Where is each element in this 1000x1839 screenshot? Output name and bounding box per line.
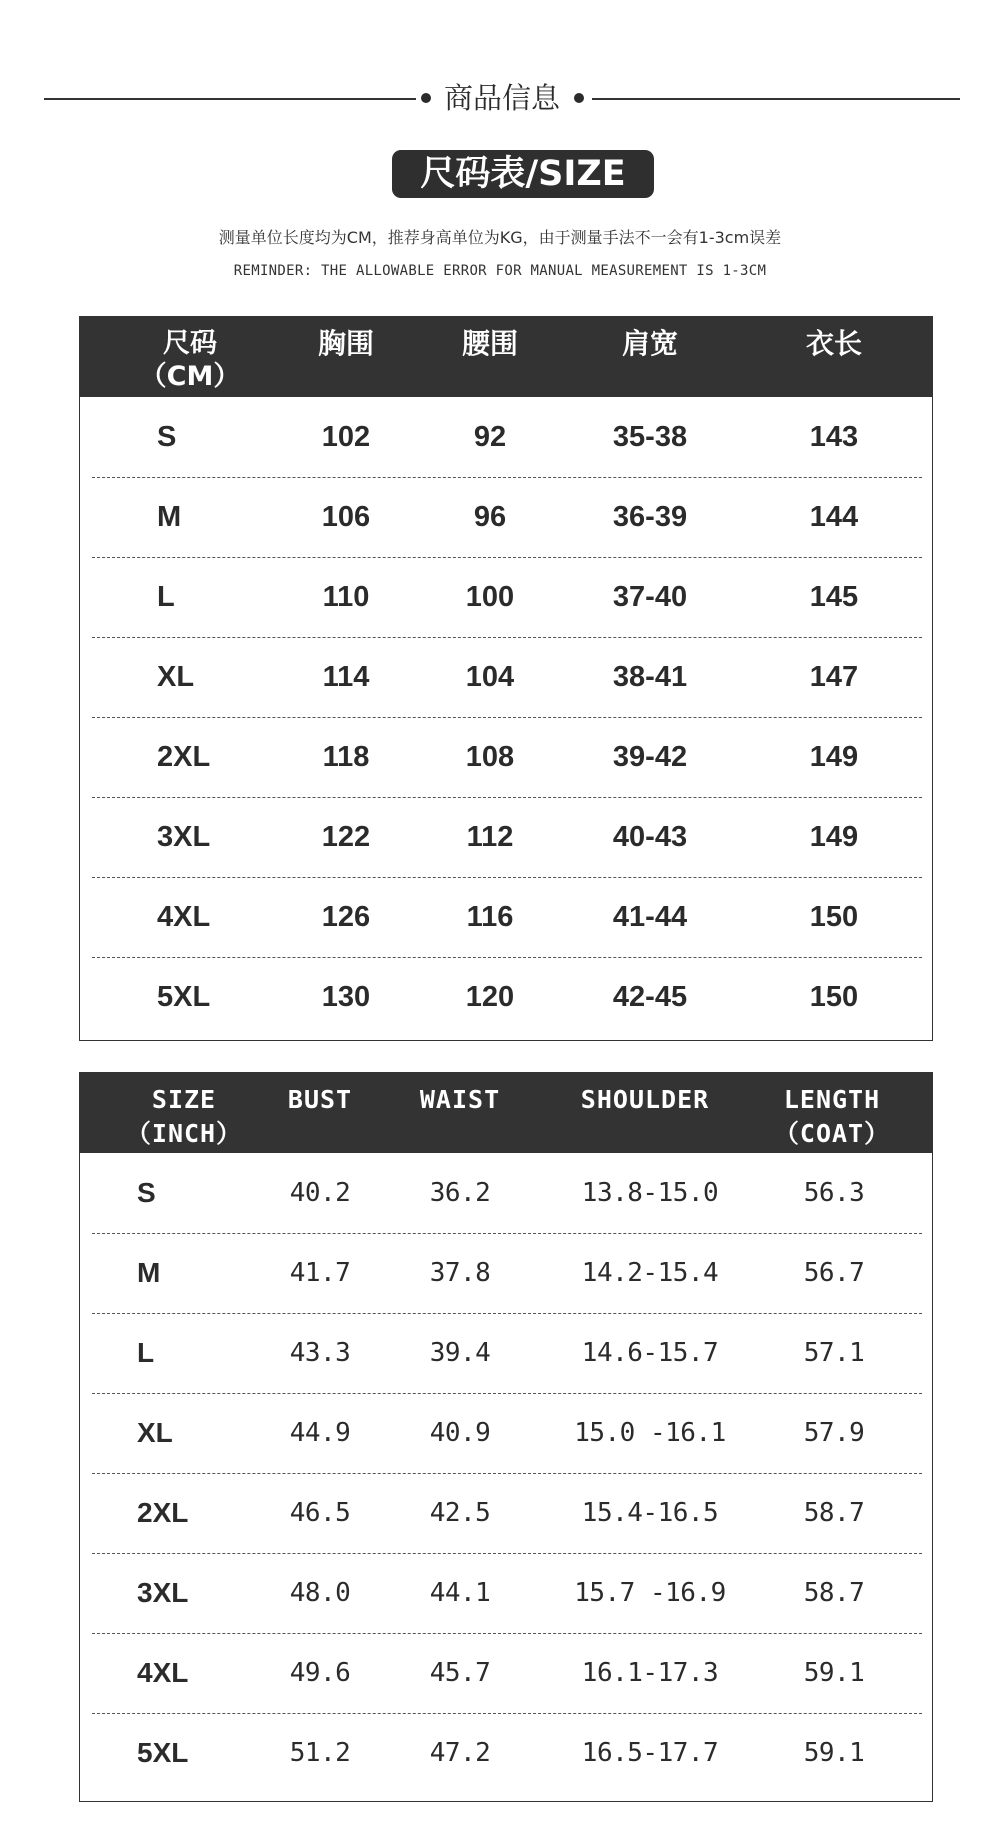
header-waist-inch: WAIST: [419, 1085, 501, 1114]
table-row: [80, 717, 932, 797]
table-row: [80, 397, 932, 477]
cell-waist: 47.2: [429, 1738, 491, 1768]
table-row: [80, 1553, 932, 1633]
header-size-cm-line1: 尺码: [163, 328, 217, 359]
cell-shoulder: 14.6-15.7: [581, 1338, 719, 1368]
cell-size: 2XL: [157, 741, 211, 773]
cell-waist: 112: [466, 821, 514, 853]
cell-length: 56.3: [803, 1178, 865, 1208]
header-rule-right: [592, 98, 960, 100]
cell-size: S: [137, 1177, 156, 1208]
header-bust-cm: 胸围: [317, 327, 375, 360]
cell-bust: 102: [321, 421, 371, 453]
section-heading: 商品信息: [443, 81, 560, 115]
cell-waist: 108: [465, 741, 515, 773]
cell-shoulder: 15.7 -16.9: [574, 1578, 726, 1608]
cell-shoulder: 14.2-15.4: [581, 1258, 719, 1288]
table-header-cm: [80, 317, 932, 397]
cell-bust: 46.5: [289, 1498, 351, 1528]
cell-size: XL: [137, 1417, 173, 1448]
cell-size: S: [157, 421, 177, 453]
table-row: [80, 957, 932, 1037]
cell-waist: 100: [465, 581, 515, 613]
cell-size: 5XL: [157, 981, 211, 1013]
cell-waist: 92: [473, 421, 507, 453]
size-chart-badge: 尺码表/SIZE: [392, 150, 654, 198]
cell-shoulder: 38-41: [612, 661, 688, 693]
cell-size: 4XL: [157, 901, 211, 933]
header-waist-cm: 腰围: [461, 327, 519, 360]
cell-length: 58.7: [803, 1578, 865, 1608]
table-row: [80, 1713, 932, 1793]
table-row: [80, 1233, 932, 1313]
cell-waist: 104: [465, 661, 515, 693]
table-row: [80, 1633, 932, 1713]
cell-bust: 122: [321, 821, 371, 853]
cell-size: 5XL: [137, 1737, 189, 1768]
cell-bust: 130: [321, 981, 371, 1013]
cell-shoulder: 37-40: [612, 581, 688, 613]
cell-bust: 44.9: [289, 1418, 351, 1448]
table-header-inch: [80, 1073, 932, 1153]
cell-bust: 126: [321, 901, 371, 933]
cell-bust: 118: [322, 741, 370, 773]
cell-size: 3XL: [137, 1577, 189, 1608]
cell-size: M: [137, 1257, 161, 1288]
cell-shoulder: 16.5-17.7: [581, 1738, 719, 1768]
cell-length: 59.1: [803, 1658, 865, 1688]
cell-waist: 45.7: [429, 1658, 491, 1688]
table-row: [80, 477, 932, 557]
cell-shoulder: 35-38: [612, 421, 688, 453]
header-dot-right: [574, 93, 584, 103]
header-size-cm-line2: （CM）: [139, 361, 241, 392]
cell-shoulder: 36-39: [612, 501, 688, 533]
cell-length: 143: [809, 421, 859, 453]
measurement-note-en: REMINDER: THE ALLOWABLE ERROR FOR MANUAL MEASUREMENT IS 1-3CM: [233, 263, 767, 279]
cell-waist: 39.4: [429, 1338, 491, 1368]
cell-waist: 120: [465, 981, 515, 1013]
header-shoulder-inch: SHOULDER: [580, 1085, 710, 1114]
table-row: [80, 1473, 932, 1553]
header-length-inch-line1: LENGTH: [783, 1085, 881, 1114]
cell-size: L: [157, 581, 175, 613]
cell-bust: 43.3: [289, 1338, 351, 1368]
cell-length: 57.1: [803, 1338, 865, 1368]
cell-shoulder: 13.8-15.0: [581, 1178, 719, 1208]
cell-length: 59.1: [803, 1738, 865, 1768]
cell-length: 150: [809, 981, 859, 1013]
header-shoulder-cm: 肩宽: [621, 327, 679, 360]
cell-size: M: [157, 501, 182, 533]
cell-length: 149: [809, 741, 859, 773]
cell-waist: 42.5: [429, 1498, 491, 1528]
cell-length: 58.7: [803, 1498, 865, 1528]
cell-length: 56.7: [803, 1258, 865, 1288]
cell-waist: 40.9: [429, 1418, 491, 1448]
cell-length: 149: [809, 821, 859, 853]
cell-size: 3XL: [157, 821, 211, 853]
cell-bust: 48.0: [289, 1578, 351, 1608]
cell-size: 2XL: [137, 1497, 189, 1528]
cell-bust: 110: [322, 581, 370, 613]
table-row: [80, 797, 932, 877]
cell-length: 150: [809, 901, 859, 933]
size-table-inch: [79, 1072, 933, 1802]
measurement-note-cn: 测量单位长度均为CM，推荐身高单位为KG，由于测量手法不一会有1-3cm误差: [218, 228, 782, 247]
header-size-inch-line2: （INCH）: [125, 1119, 243, 1148]
cell-shoulder: 15.4-16.5: [581, 1498, 719, 1528]
cell-shoulder: 16.1-17.3: [581, 1658, 719, 1688]
cell-waist: 37.8: [429, 1258, 491, 1288]
header-size-cm: [140, 327, 241, 393]
cell-shoulder: 40-43: [612, 821, 688, 853]
header-length-inch: [774, 1083, 890, 1151]
cell-shoulder: 39-42: [612, 741, 688, 773]
cell-shoulder: 15.0 -16.1: [574, 1418, 726, 1448]
cell-size: L: [137, 1337, 155, 1368]
cell-shoulder: 42-45: [612, 981, 688, 1013]
cell-length: 147: [809, 661, 859, 693]
cell-bust: 40.2: [289, 1178, 351, 1208]
header-length-cm: 衣长: [805, 327, 863, 360]
cell-bust: 51.2: [289, 1738, 351, 1768]
table-row: [80, 877, 932, 957]
table-row: [80, 1393, 932, 1473]
cell-shoulder: 41-44: [612, 901, 688, 933]
header-bust-inch: BUST: [287, 1085, 353, 1114]
table-row: [80, 1153, 932, 1233]
cell-waist: 116: [466, 901, 514, 933]
cell-size: 4XL: [137, 1657, 189, 1688]
cell-waist: 44.1: [429, 1578, 491, 1608]
cell-length: 145: [809, 581, 859, 613]
header-size-inch-line1: SIZE: [151, 1085, 217, 1114]
cell-bust: 49.6: [289, 1658, 351, 1688]
table-row: [80, 1313, 932, 1393]
table-row: [80, 637, 932, 717]
cell-length: 144: [809, 501, 859, 533]
cell-bust: 41.7: [289, 1258, 351, 1288]
cell-waist: 36.2: [429, 1178, 491, 1208]
header-dot-left: [421, 93, 431, 103]
table-row: [80, 557, 932, 637]
cell-size: XL: [157, 661, 195, 693]
header-length-inch-line2: （COAT）: [773, 1119, 891, 1148]
cell-bust: 114: [322, 661, 370, 693]
cell-length: 57.9: [803, 1418, 865, 1448]
header-rule-left: [44, 98, 416, 100]
header-size-inch: [126, 1083, 242, 1151]
size-table-cm: [79, 316, 933, 1041]
cell-bust: 106: [321, 501, 371, 533]
cell-waist: 96: [473, 501, 507, 533]
